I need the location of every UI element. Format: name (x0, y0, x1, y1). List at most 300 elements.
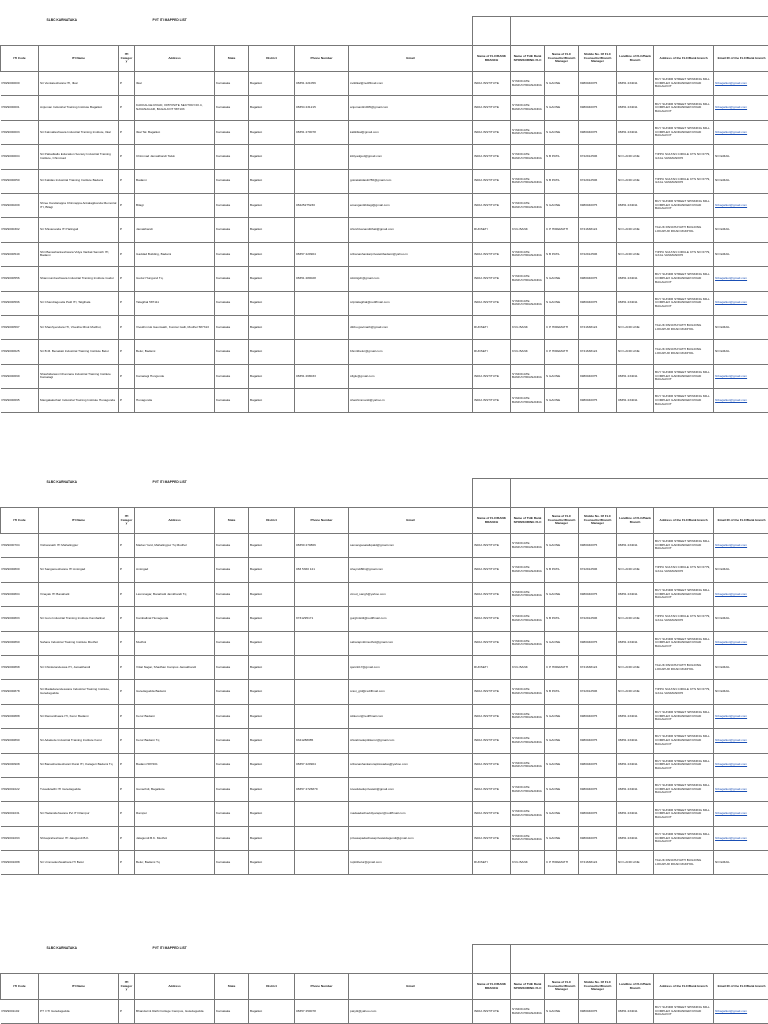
cell-text: 08351 268033 (296, 373, 316, 378)
cell-email (349, 267, 473, 291)
cell-text: 08351 234011 (618, 713, 638, 718)
flc-email-link[interactable]: flcbagalkot@gmail.com (715, 80, 748, 85)
table-row (1, 558, 768, 582)
cell-mobile (579, 655, 617, 679)
cell-text: BUY SUNDR STREET SPINNING MILL COMPLEX GADDANKERI ROAD BAGALKOT (655, 369, 710, 382)
table-row (1, 315, 768, 339)
cell-iti-name (39, 315, 119, 339)
cell-text: SYNDICATE BANK/CHIDANANDA (512, 201, 542, 209)
flc-email-link[interactable]: flcbagalkot@gmail.com (715, 276, 748, 281)
cell-text: INDIA INSTITUTE (474, 373, 499, 378)
cell-phone (295, 1000, 349, 1024)
cell-text: sjarctit17@gmail.com (350, 664, 380, 669)
cell-flc-address (654, 364, 714, 388)
cell-landline (617, 389, 654, 413)
cell-text: S B PATIL (546, 689, 561, 694)
cell-mobile (579, 340, 617, 364)
cell-text: BUY SUNDR STREET SPINNING MILL COMPLEX GADDANKERI ROAD BAGALKOT (655, 296, 710, 308)
flc-email-link[interactable]: flcbagalkot@gmail.com (715, 640, 748, 645)
cell-district (249, 777, 295, 801)
cell-flc-address (654, 120, 714, 144)
cell-address (135, 753, 215, 777)
cell-text: BUY SUNDR STREET SPINNING MILL COMPLEX GADDANKERI ROAD BAGALKOT (655, 734, 710, 746)
cell-flc-address (654, 851, 714, 875)
cell-iti-name (39, 340, 119, 364)
cell-text: Sri Chandragouda Patil ITI, Talgihala (40, 300, 91, 305)
cell-text: Karnataka (216, 786, 231, 791)
cell-sponsoring (511, 315, 545, 339)
flc-email-link[interactable]: flcbagalkot@gmail.com (715, 202, 748, 207)
cell-landline (617, 169, 654, 193)
cell-landline (617, 96, 654, 120)
cell-text: Sri Banashankeshwari Rural ITI, Katageri Badami Tq (40, 762, 113, 767)
cell-iti-code (1, 315, 39, 339)
cell-iti-code (1, 291, 39, 315)
col-header-iti-code: ITI Code (1, 46, 39, 72)
cell-text: Mudhol (136, 640, 147, 645)
cell-iti-name (39, 218, 119, 242)
cell-landline (617, 851, 654, 875)
cell-text: Gunachdi, Bagalkote (136, 786, 165, 791)
cell-text: Rampur (136, 811, 148, 816)
cell-text: PR29001031 (1, 811, 20, 816)
cell-email (349, 826, 473, 850)
cell-address (135, 193, 215, 217)
cell-text: SYNDICATE BANK/CHIDANANDA (512, 638, 542, 647)
cell-text: Sri Hadanidehswara Pvt ITI Rampur (40, 811, 90, 816)
cell-text: P (120, 129, 123, 134)
cell-flc-email (714, 631, 768, 655)
cell-phone (295, 145, 349, 169)
table-row (1, 389, 768, 413)
cell-text: INDIA INSTITUTE (474, 202, 499, 207)
cell-flc-address (654, 534, 714, 558)
cell-text: 08351 234011 (618, 786, 638, 791)
cell-text: PR29001022 (1, 786, 20, 791)
cell-counsellor (545, 558, 579, 582)
cell-iti-code (1, 558, 39, 582)
cell-text: Tuvaduladhi ITI Guledagudda (40, 786, 81, 791)
cell-email (349, 655, 473, 679)
iti-table (0, 944, 768, 1024)
cell-text: Hunagunda (136, 397, 153, 402)
cell-iti-name (39, 169, 119, 193)
cell-category (119, 120, 135, 144)
cell-text: Karnataka (216, 397, 231, 402)
cell-text: Bagalkot (250, 786, 263, 791)
cell-text: svitiilkal@rediffmail.com (350, 80, 384, 85)
cell-category (119, 267, 135, 291)
cell-text: P (120, 397, 123, 402)
cell-counsellor (545, 851, 579, 875)
cell-text: SYNDICATE BANK/CHIDANANDA (512, 760, 542, 769)
flc-email-link[interactable]: flcbagalkot@gmail.com (715, 835, 748, 840)
cell-iti-name (39, 582, 119, 606)
cell-text: Karnataka (216, 591, 231, 596)
cell-mobile (579, 1000, 617, 1024)
flc-email-link[interactable]: flcbagalkot@gmail.com (715, 373, 748, 378)
cell-text: S B PATIL (546, 616, 561, 621)
cell-iti-name (39, 267, 119, 291)
col-header-state: State (215, 974, 249, 1000)
cell-email (349, 1000, 473, 1024)
table-row (1, 267, 768, 291)
cell-text: NO EMAIL (715, 178, 730, 183)
cell-sponsoring (511, 340, 545, 364)
cell-text: BUY SUNDR STREET SPINNING MILL COMPLEX GADDANKERI ROAD BAGALKOT (655, 199, 710, 211)
cell-iti-code (1, 218, 39, 242)
cell-flc-address (654, 193, 714, 217)
cell-address (135, 364, 215, 388)
cell-iti-code (1, 582, 39, 606)
cell-text: 08357 220904 (296, 762, 316, 767)
cell-flc-address (654, 826, 714, 850)
cell-text: Karnataka (216, 542, 231, 547)
cell-bank-branch (473, 851, 511, 875)
cell-email (349, 145, 473, 169)
cell-category (119, 340, 135, 364)
cell-email (349, 72, 473, 96)
cell-text: Sahara Industrial Training Institute Mudhol (40, 640, 98, 645)
cell-state (215, 193, 249, 217)
cell-text: Karnataka (216, 276, 231, 281)
cell-iti-code (1, 704, 39, 728)
cell-district (249, 729, 295, 753)
cell-iti-code (1, 72, 39, 96)
cell-phone (295, 267, 349, 291)
cell-text: Karnataka (216, 713, 231, 718)
cell-text: BUY SUNDR STREET SPINNING MILL COMPLEX GADDANKERI ROAD BAGALKOT (655, 758, 710, 770)
title-spacer (473, 17, 511, 46)
cell-iti-name (39, 777, 119, 801)
cell-iti-name (39, 753, 119, 777)
cell-counsellor (545, 242, 579, 266)
flc-email-link[interactable]: flcbagalkot@gmail.com (715, 1008, 748, 1013)
cell-text: Sri B.M. Benakati Industrial Training Institute Belur (40, 349, 109, 354)
cell-flc-email (714, 389, 768, 413)
cell-flc-email (714, 340, 768, 364)
cell-text: Bagalkot (250, 80, 263, 85)
col-header-state: State (215, 508, 249, 534)
cell-state (215, 704, 249, 728)
cell-text: Ilkal Tal. Bagalkot (136, 129, 161, 134)
cell-text: TIPPU SULTAN CIRCLE CTS NO 6779, ILKAL VANMANIKHI (655, 565, 711, 574)
cell-phone (295, 389, 349, 413)
cell-text: amanganitibilagi@gmail.com (350, 202, 390, 207)
cell-text: S B PATIL (546, 178, 561, 183)
table-row (1, 193, 768, 217)
cell-flc-address (654, 558, 714, 582)
cell-text: TALUK PANCHAYATH BUILDING LOKAPUR ROAD MUDHOL (655, 663, 702, 671)
cell-text: Vinayak ITI Banahatti (40, 591, 70, 596)
cell-iti-code (1, 631, 39, 655)
flc-email-link[interactable]: flcbagalkot@gmail.com (715, 786, 748, 791)
cell-iti-code (1, 607, 39, 631)
cell-text: NO EMAIL (715, 154, 730, 159)
cell-counsellor (545, 120, 579, 144)
cell-flc-email (714, 193, 768, 217)
cell-text: Bagalkot (250, 640, 263, 645)
cell-bank-branch (473, 193, 511, 217)
table-row (1, 1000, 768, 1024)
flc-email-link[interactable]: flcbagalkot@gmail.com (715, 738, 748, 743)
cell-sponsoring (511, 120, 545, 144)
cell-phone (295, 291, 349, 315)
cell-iti-code (1, 851, 39, 875)
flc-email-link[interactable]: flcbagalkot@gmail.com (715, 811, 748, 816)
cell-state (215, 655, 249, 679)
flc-email-link[interactable]: flcbagalkot@gmail.com (715, 129, 748, 134)
cell-flc-email (714, 802, 768, 826)
cell-state (215, 340, 249, 364)
cell-text: Kerur Badami Tq (136, 738, 160, 743)
cell-address (135, 340, 215, 364)
cell-flc-address (654, 655, 714, 679)
cell-text: 08351 234011 (618, 105, 638, 110)
cell-text: Market Yard, Mahalingpur Tq Mudhol (136, 542, 187, 547)
cell-text: Bagalkot (250, 324, 263, 329)
cell-address (135, 242, 215, 266)
col-header-iti-code: ITI Code (1, 508, 39, 534)
cell-text: INDIA INSTITUTE (474, 397, 499, 402)
cell-flc-email (714, 291, 768, 315)
flc-email-link[interactable]: flcbagalkot@gmail.com (715, 542, 748, 547)
table-row (1, 655, 768, 679)
cell-district (249, 655, 295, 679)
cell-text: sripitalagihal@rediffmail.com (350, 300, 390, 305)
cell-landline (617, 729, 654, 753)
cell-text: PR29000302 (1, 227, 20, 232)
col-header-phone: Phone Number (295, 974, 349, 1000)
cell-bank-branch (473, 753, 511, 777)
cell-text: PR29000003 (1, 129, 20, 134)
cell-counsellor (545, 826, 579, 850)
cell-text: Bagalkot (250, 154, 263, 159)
cell-text: NO LAND LINE (618, 154, 640, 159)
col-header-email: Email (349, 974, 473, 1000)
cell-text: P (120, 664, 123, 669)
cell-text: 08351 234011 (618, 738, 638, 743)
cell-text: S GAONE (546, 1008, 561, 1013)
cell-district (249, 364, 295, 388)
cell-sponsoring (511, 851, 545, 875)
table-row (1, 631, 768, 655)
cell-text: P (120, 154, 123, 159)
cell-email (349, 291, 473, 315)
cell-text: 9722912506 (580, 616, 598, 621)
cell-text: PR29000625 (1, 349, 20, 354)
cell-email (349, 680, 473, 704)
cell-text: Vivekhmruk Gaonwath, Kumtar Galli, Mudhol 587313 (136, 324, 209, 329)
cell-text: Karnataka (216, 616, 231, 621)
cell-flc-email (714, 169, 768, 193)
sheet-title-left: SLBC KARNATAKA (46, 17, 77, 22)
cell-text: Karnataka (216, 178, 231, 183)
cell-district (249, 120, 295, 144)
cell-category (119, 826, 135, 850)
cell-flc-email (714, 96, 768, 120)
cell-address (135, 680, 215, 704)
cell-mobile (579, 291, 617, 315)
cell-text: Bagalkot (250, 276, 263, 281)
cell-text: P (120, 567, 123, 572)
cell-state (215, 1000, 249, 1024)
cell-mobile (579, 72, 617, 96)
cell-text: C P HIREMATH (546, 324, 568, 329)
cell-mobile (579, 267, 617, 291)
col-header-mobile: Mobile No. Of FLC Counsellor/Branch Manager (579, 508, 617, 534)
cell-phone (295, 680, 349, 704)
cell-landline (617, 582, 654, 606)
cell-flc-address (654, 704, 714, 728)
cell-address (135, 291, 215, 315)
cell-text: P (120, 859, 123, 864)
cell-sponsoring (511, 169, 545, 193)
cell-landline (617, 120, 654, 144)
cell-counsellor (545, 193, 579, 217)
cell-iti-code (1, 96, 39, 120)
cell-text: Sri Shashyendara ITI, Vivekha Mruk Mudhol, (40, 324, 102, 329)
cell-district (249, 389, 295, 413)
cell-landline (617, 631, 654, 655)
cell-flc-email (714, 145, 768, 169)
cell-landline (617, 193, 654, 217)
cell-sponsoring (511, 802, 545, 826)
cell-category (119, 364, 135, 388)
cell-text: Karnataka (216, 349, 231, 354)
cell-mobile (579, 169, 617, 193)
cell-text: INDIA INSTITUTE (474, 835, 499, 840)
cell-email (349, 242, 473, 266)
cell-text: 08350 270866 (296, 542, 316, 547)
cell-text: KVG BANK (512, 664, 528, 669)
cell-text: BUY SUNDR STREET SPINNING MILL COMPLEX GADDANKERI ROAD BAGALKOT (655, 394, 710, 406)
cell-text: PR29000549 (1, 251, 20, 256)
cell-flc-address (654, 729, 714, 753)
cell-counsellor (545, 582, 579, 606)
cell-text: Sri Venkateshwara ITI, Ilkal (40, 80, 78, 85)
cell-text: P (120, 1008, 123, 1013)
cell-text: ditibu.gavimath@gmail.com (350, 324, 389, 329)
cell-sponsoring (511, 582, 545, 606)
cell-iti-name (39, 655, 119, 679)
cell-text: 08357 250078 (296, 1008, 316, 1013)
cell-bank-branch (473, 534, 511, 558)
cell-text: NO LAND LINE (618, 227, 640, 232)
cell-state (215, 582, 249, 606)
cell-landline (617, 607, 654, 631)
col-header-address: Address (135, 508, 215, 534)
cell-text: Bagalkot (250, 567, 263, 572)
cell-flc-email (714, 753, 768, 777)
flc-email-link[interactable]: flcbagalkot@gmail.com (715, 105, 748, 110)
cell-text: Karnataka (216, 129, 231, 134)
flc-email-link[interactable]: flcbagalkot@gmail.com (715, 762, 748, 767)
cell-text: TALUK PANCHAYATH BUILDING LOKAPUR ROAD MUDHOL (655, 858, 702, 866)
table-row (1, 729, 768, 753)
col-header-bank-branch: Name of FLC/BANK BRANCH (473, 974, 511, 1000)
cell-iti-code (1, 802, 39, 826)
cell-iti-name (39, 534, 119, 558)
cell-mobile (579, 631, 617, 655)
cell-email (349, 631, 473, 655)
flc-email-link[interactable]: flcbagalkot@gmail.com (715, 300, 748, 305)
cell-state (215, 729, 249, 753)
cell-flc-address (654, 267, 714, 291)
cell-text: Karnataka (216, 567, 231, 572)
cell-category (119, 631, 135, 655)
cell-mobile (579, 96, 617, 120)
cell-text: 08351 234011 (618, 811, 638, 816)
flc-email-link[interactable]: flcbagalkot@gmail.com (715, 713, 748, 718)
cell-text: 9722912506 (580, 178, 598, 183)
flc-email-link[interactable]: flcbagalkot@gmail.com (715, 397, 748, 402)
cell-mobile (579, 315, 617, 339)
cell-text: Sri Ramanthaara ITI, Kerur Badami (40, 713, 89, 718)
cell-text: PR29000803 (1, 616, 20, 621)
cell-bank-branch (473, 218, 511, 242)
cell-state (215, 242, 249, 266)
cell-text: gotrakalidasiti786@gmail.com (350, 178, 392, 183)
cell-text: S GAONE (546, 397, 561, 402)
cell-text: 08351 234011 (618, 202, 638, 207)
cell-text: Bagalkot (250, 300, 263, 305)
cell-phone (295, 120, 349, 144)
cell-state (215, 851, 249, 875)
cell-text: INDIA INSTITUTE (474, 105, 499, 110)
cell-text: Shivapraheshwar ITI Jalagundi B.K. (40, 835, 90, 840)
cell-text: PR29000804 (1, 591, 20, 596)
col-header-email: Email (349, 508, 473, 534)
cell-bank-branch (473, 826, 511, 850)
cell-counsellor (545, 655, 579, 679)
cell-category (119, 291, 135, 315)
cell-text: P (120, 689, 123, 694)
cell-sponsoring (511, 607, 545, 631)
cell-text: P (120, 300, 123, 305)
col-header-counsellor: Name of FLC Counsellor/Branch Manager (545, 974, 579, 1000)
cell-text: 08351 234011 (618, 640, 638, 645)
cell-text: Chimmad Jamakhandi Taluk (136, 154, 175, 159)
cell-text: NO LAND LINE (618, 616, 640, 621)
cell-bank-branch (473, 145, 511, 169)
cell-bank-branch (473, 558, 511, 582)
cell-text: SYNDICATE BANK/CHIDANANDA (512, 1007, 542, 1015)
cell-email (349, 607, 473, 631)
cell-mobile (579, 704, 617, 728)
cell-sponsoring (511, 145, 545, 169)
cell-text: 08357 2726879 (296, 786, 318, 791)
cell-category (119, 193, 135, 217)
cell-state (215, 607, 249, 631)
cell-text: P (120, 616, 123, 621)
cell-iti-name (39, 729, 119, 753)
cell-text: SYNDICATE BANK/CHIDANANDA (512, 541, 542, 549)
cell-category (119, 169, 135, 193)
cell-text: NO EMAIL (715, 324, 730, 329)
cell-text: 9980040075 (580, 373, 598, 378)
cell-text: SYNDICATE BANK/CHIDANANDA (512, 249, 542, 258)
cell-text: P (120, 640, 123, 645)
sheet-title-right: PVT ITI MAPPED LIST (152, 945, 187, 950)
cell-state (215, 267, 249, 291)
flc-email-link[interactable]: flcbagalkot@gmail.com (715, 591, 748, 596)
table-row (1, 777, 768, 801)
cell-mobile (579, 242, 617, 266)
cell-address (135, 389, 215, 413)
cell-category (119, 680, 135, 704)
table-row (1, 704, 768, 728)
